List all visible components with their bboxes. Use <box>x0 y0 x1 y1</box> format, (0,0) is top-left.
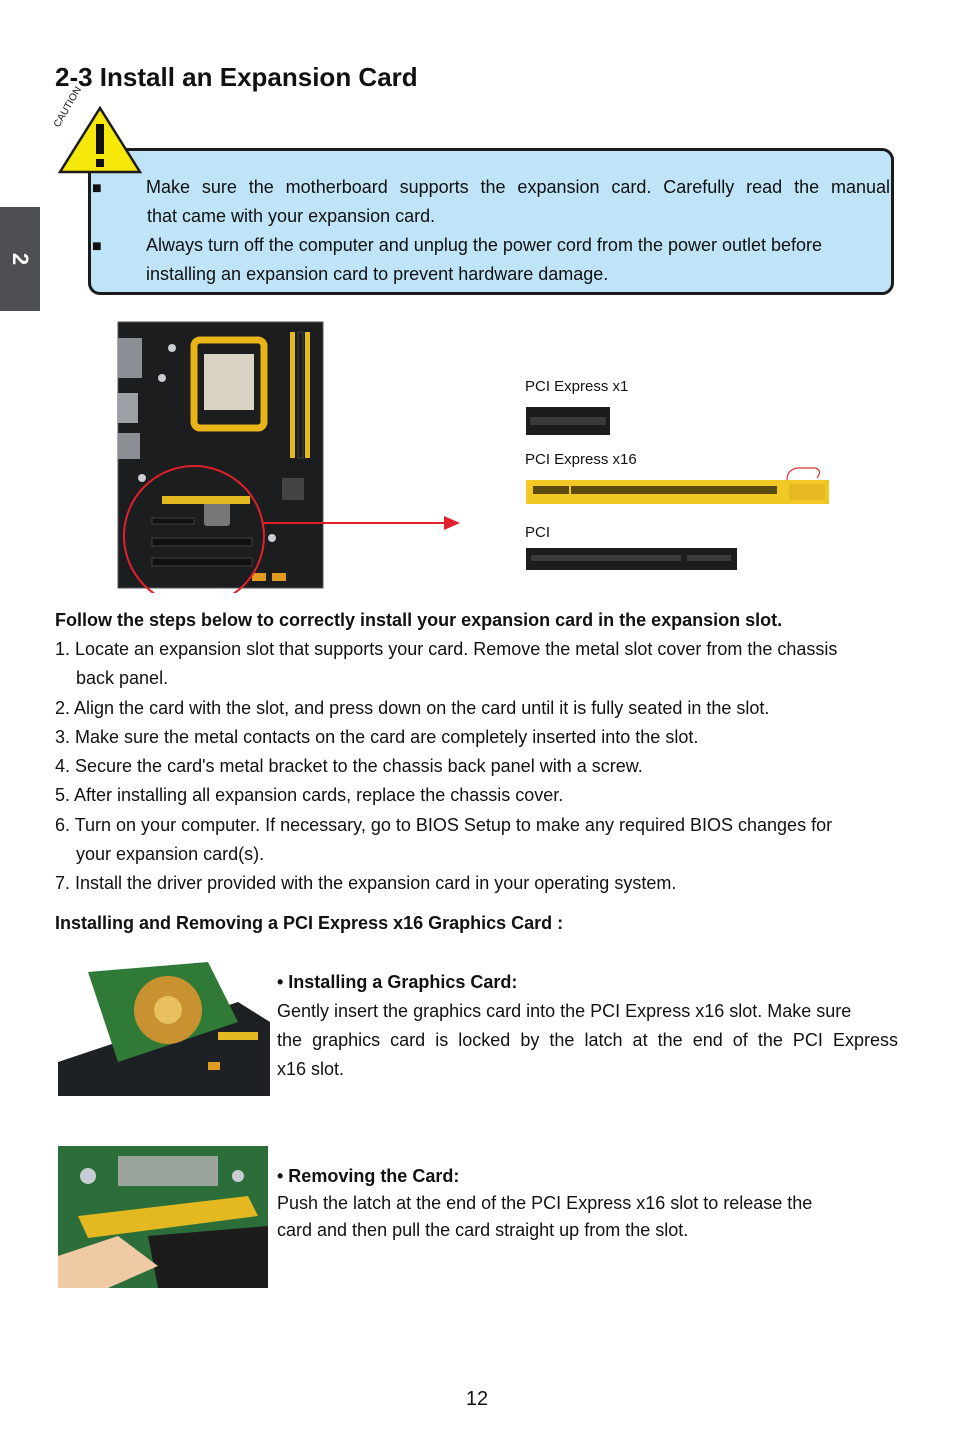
removing-heading: • Removing the Card: <box>277 1166 460 1186</box>
step-1-line1: 1. Locate an expansion slot that supports your card. Remove the metal slot cover from the chassis <box>55 639 838 659</box>
slot-label-pcie-x16: PCI Express x16 <box>525 451 637 468</box>
installing-line-2: the graphics card is locked by the latch at the end of the PCI Express <box>277 1030 898 1050</box>
installing-heading: • Installing a Graphics Card: <box>277 972 518 992</box>
caution-bullet-2: ■ <box>92 238 102 255</box>
pcie-x1-slot-image <box>525 405 613 439</box>
step-7: 7. Install the driver provided with the expansion card in your operating system. <box>55 873 677 893</box>
steps-heading: Follow the steps below to correctly install your expansion card in the expansion slot. <box>55 610 783 630</box>
slot-label-pci: PCI <box>525 524 551 541</box>
step-4: 4. Secure the card's metal bracket to the chassis back panel with a screw. <box>55 756 643 776</box>
step-5: 5. After installing all expansion cards, replace the chassis cover. <box>55 785 564 805</box>
caution-icon-label: CAUTION <box>52 85 85 130</box>
installing-line-1: Gently insert the graphics card into the PCI Express x16 slot. Make sure <box>277 1001 852 1021</box>
page-title: 2-3 Install an Expansion Card <box>55 62 418 92</box>
removing-line-1: Push the latch at the end of the PCI Express x16 slot to release the <box>277 1193 813 1213</box>
removing-line-2: card and then pull the card straight up from the slot. <box>277 1220 689 1240</box>
step-1-line2: back panel. <box>76 668 169 688</box>
removing-card-photo <box>58 1146 268 1288</box>
motherboard-image <box>112 318 472 593</box>
pcie-x16-slot-image <box>525 466 835 508</box>
caution-item-1-line1: Make sure the motherboard supports the expansion card. Carefully read the manual <box>146 177 890 197</box>
chapter-side-tab <box>0 207 40 311</box>
page-number: 12 <box>465 1388 489 1410</box>
caution-bullet-1: ■ <box>92 180 102 197</box>
pci-slot-image <box>525 545 739 573</box>
caution-item-2-line1: Always turn off the computer and unplug the power cord from the power outlet before <box>146 235 823 255</box>
step-6-line1: 6. Turn on your computer. If necessary, go to BIOS Setup to make any required BIOS changes for <box>55 815 833 835</box>
step-6-line2: your expansion card(s). <box>76 844 265 864</box>
caution-item-2-line2: installing an expansion card to prevent hardware damage. <box>146 264 609 284</box>
slot-label-pcie-x1: PCI Express x1 <box>525 378 629 395</box>
step-3: 3. Make sure the metal contacts on the card are completely inserted into the slot. <box>55 727 699 747</box>
gfx-section-heading: Installing and Removing a PCI Express x16 Graphics Card : <box>55 913 564 933</box>
installing-line-3: x16 slot. <box>277 1059 345 1079</box>
caution-item-1-line2: that came with your expansion card. <box>147 206 436 226</box>
chapter-number: 2 <box>8 252 33 266</box>
step-2: 2. Align the card with the slot, and press down on the card until it is fully seated in the slot. <box>55 698 770 718</box>
installing-graphics-card-photo <box>58 962 270 1096</box>
